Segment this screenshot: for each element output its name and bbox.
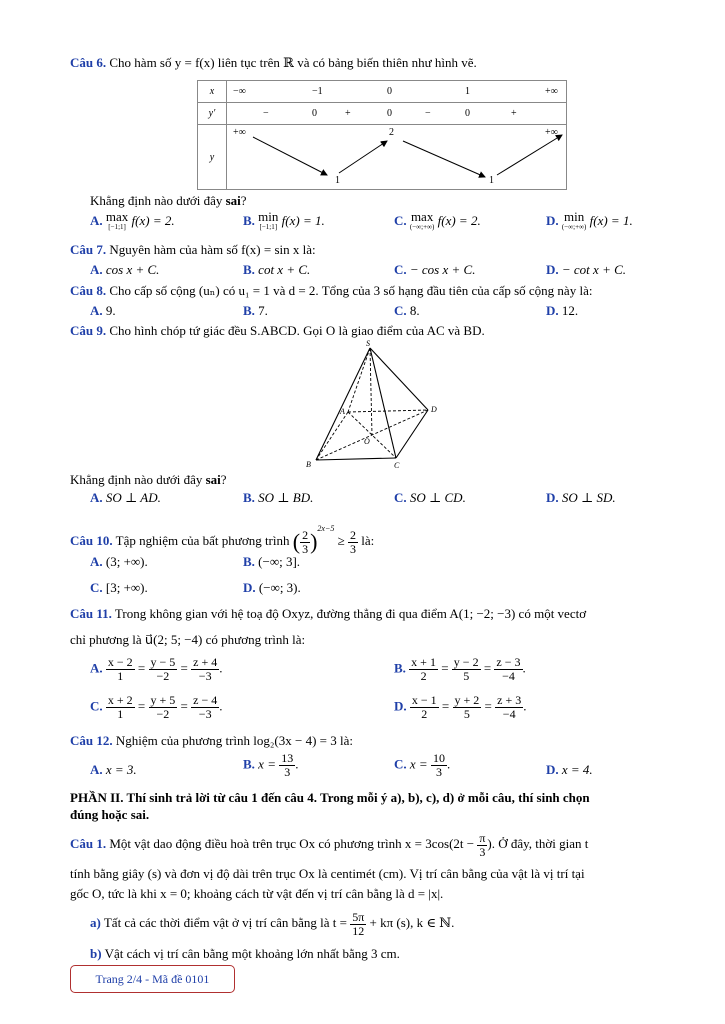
- q12-opt-b-num: 13: [281, 751, 294, 765]
- q6-opt-c-label: C.: [394, 212, 407, 228]
- vt-x-neg-inf: −∞: [233, 86, 246, 97]
- q7-opt-a-label: A.: [90, 262, 103, 277]
- q10-opt-c-label: C.: [90, 580, 103, 595]
- edge-SC: [370, 348, 396, 458]
- q11-option-b[interactable]: B. $\frac{x + 1}{2}$ = $\frac{y - 2}{5}$ = $\frac{z - 3}{-4}$ .: [394, 655, 526, 683]
- label-A: A: [340, 407, 345, 416]
- q11-a-f2-den: −2: [156, 669, 170, 683]
- q11-label: Câu 11.: [70, 606, 112, 621]
- vt-x-1: 1: [465, 86, 470, 97]
- pyramid-figure: [300, 338, 450, 468]
- vt-yp-zero3: 0: [465, 108, 470, 119]
- q8-option-d[interactable]: [546, 303, 578, 319]
- height-SO: [370, 348, 372, 435]
- p2q1-stem-line1: [70, 826, 588, 862]
- vt-arrow-down1: [253, 137, 327, 175]
- q12-text: Nghiệm của phương trình log₂(3x − 4) = 3 là:: [115, 733, 353, 748]
- q9-option-d[interactable]: [546, 490, 616, 506]
- p2q1-line3: gốc O, tức là khi x = 0; khoảng cách từ vật đến vị trí cân bằng là d = |x|.: [70, 886, 444, 901]
- vt-yp-sign4: +: [511, 108, 517, 119]
- q11-stem-line1: [70, 606, 586, 622]
- q8-label: Câu 8.: [70, 283, 107, 298]
- q6-option-b[interactable]: [243, 209, 325, 232]
- vt-yp-sign1: −: [263, 108, 269, 119]
- q9-opt-d-label: D.: [546, 490, 559, 505]
- vt-yp-sign3: −: [425, 108, 431, 119]
- q7-opt-a-text: cos x + C.: [105, 262, 160, 277]
- q12-opt-c-pre: x =: [409, 756, 428, 772]
- vt-y-min1: 1: [335, 175, 340, 186]
- q6-prompt-a: Khẳng định nào dưới đây: [90, 193, 226, 208]
- q7-option-b[interactable]: [243, 262, 310, 278]
- q11-c-f3-den: −3: [198, 707, 212, 721]
- q6-opt-a-rest: f(x) = 2.: [131, 212, 175, 228]
- p2q1-b-label: b): [90, 946, 102, 961]
- q9-prompt-c: ?: [220, 472, 227, 487]
- q11-b-f1-den: 2: [420, 669, 427, 683]
- q7-opt-d-text: − cot x + C.: [561, 262, 627, 277]
- part2-line1: PHẦN II. Thí sinh trả lời từ câu 1 đến câu 4. Trong mỗi ý a), b), c), d) ở mỗi câu, thí sinh chọn: [70, 790, 590, 805]
- q9-option-c[interactable]: [394, 490, 466, 506]
- p2q1-a-den: 12: [352, 923, 365, 938]
- q7-text: Nguyên hàm của hàm số f(x) = sin x là:: [109, 242, 316, 257]
- q8-opt-c-text: 8.: [409, 303, 420, 318]
- label-B: B: [306, 460, 311, 468]
- p2q1-line1-b: ). Ở đây, thời gian t: [487, 836, 589, 851]
- q10-base-den: 3: [302, 541, 309, 556]
- q11-b-f2-den: 5: [463, 669, 470, 683]
- q10-text: Tập nghiệm của bất phương trình: [115, 533, 290, 548]
- q8-stem: [70, 283, 592, 299]
- q12-opt-c-num: 10: [432, 751, 445, 765]
- q9-stem: [70, 323, 485, 339]
- p2q1-statement-a[interactable]: [90, 906, 454, 940]
- q11-a-f3-den: −3: [198, 669, 212, 683]
- q7-option-c[interactable]: [394, 262, 475, 278]
- label-O: O: [364, 437, 370, 446]
- q7-opt-c-text: − cos x + C.: [409, 262, 476, 277]
- q9-option-b[interactable]: [243, 490, 313, 506]
- q11-c-f1-num: x + 2: [107, 693, 133, 707]
- q7-label: Câu 7.: [70, 242, 107, 257]
- q9-opt-a-label: A.: [90, 490, 103, 505]
- part2-heading-line2: [70, 807, 149, 823]
- q11-stem-line2: [70, 632, 305, 648]
- q9-prompt-a: Khẳng định nào dưới đây: [70, 472, 206, 487]
- q8-text: Cho cấp số cộng (uₙ) có u₁ = 1 và d = 2. Tổng của 3 số hạng đầu tiên của cấp số cộng này là:: [109, 283, 593, 298]
- p2q1-line1-a: Một vật dao động điều hoà trên trục Ox có phương trình x = 3cos(2t −: [109, 836, 475, 851]
- q9-prompt-b: sai: [205, 472, 221, 487]
- q12-option-d[interactable]: [546, 762, 593, 778]
- q10-opt-b-text: (−∞; 3].: [258, 554, 301, 569]
- q11-option-d[interactable]: D. $\frac{x - 1}{2}$ = $\frac{y + 2}{5}$ = $\frac{z + 3}{-4}$ .: [394, 693, 527, 721]
- vt-y-label: y: [209, 151, 215, 163]
- q7-stem: [70, 242, 316, 258]
- edge-SB: [316, 348, 370, 460]
- p2q1-a-label: a): [90, 915, 101, 930]
- q8-opt-b-label: B.: [243, 303, 255, 318]
- p2q1-pi-den: 3: [479, 844, 486, 859]
- q10-base-num: 2: [302, 527, 309, 542]
- q11-b-f3-num: z − 3: [496, 655, 521, 669]
- q8-opt-b-text: 7.: [258, 303, 268, 318]
- q11-d-f3-den: −4: [502, 707, 516, 721]
- q6-opt-d-op: min: [564, 209, 585, 224]
- q6-opt-b-sub: [−1;1]: [259, 223, 278, 231]
- p2q1-pi-num: π: [479, 830, 486, 845]
- q12-opt-d-label: D.: [546, 762, 559, 777]
- q11-d-f1-num: x − 1: [411, 693, 437, 707]
- q11-c-f3-num: z − 4: [193, 693, 218, 707]
- q6-prompt: [90, 193, 247, 209]
- part2-line2: đúng hoặc sai.: [70, 807, 150, 822]
- q6-opt-a-sub: [−1;1]: [108, 223, 126, 231]
- q11-b-f3-den: −4: [502, 669, 515, 683]
- label-S: S: [366, 339, 370, 348]
- q7-opt-d-label: D.: [546, 262, 559, 277]
- q11-c-f1-den: 1: [117, 707, 124, 721]
- q10-rhs-num: 2: [350, 527, 356, 542]
- q9-opt-b-text: SO ⊥ BD.: [258, 490, 314, 505]
- p2q1-a-tail: + kπ (s), k ∈ ℕ.: [369, 915, 455, 930]
- q8-option-c[interactable]: [394, 303, 420, 319]
- part2-heading-line1: [70, 790, 590, 806]
- q6-opt-a-label: A.: [90, 212, 103, 228]
- q6-stem: [70, 55, 477, 71]
- p2q1-statement-b[interactable]: [90, 946, 400, 962]
- q10-opt-c-text: [3; +∞).: [105, 580, 148, 595]
- q12-opt-b-den: 3: [284, 765, 291, 779]
- q11-a-f3-num: z + 4: [193, 655, 218, 669]
- q12-option-b[interactable]: B. x = $\frac{13}{3}$ .: [243, 751, 299, 779]
- q6-prompt-b: sai: [225, 193, 241, 208]
- q11-a-f1-num: x − 2: [107, 655, 133, 669]
- p2q1-b-text: Vật cách vị trí cân bằng một khoảng lớn nhất bằng 3 cm.: [104, 946, 400, 961]
- q6-opt-b-rest: f(x) = 1.: [281, 212, 325, 228]
- vt-yp-zero2: 0: [387, 108, 392, 119]
- q9-option-a[interactable]: [90, 490, 161, 506]
- vt-y-neg-inf-val: +∞: [233, 127, 246, 138]
- q11-c-f2-num: y + 5: [150, 693, 176, 707]
- q12-opt-b-label: B.: [243, 756, 255, 772]
- q12-opt-b-pre: x =: [258, 756, 276, 772]
- p2q1-stem-line3: [70, 886, 443, 902]
- q10-option-c[interactable]: [90, 580, 148, 596]
- q11-d-f2-den: 5: [463, 707, 470, 721]
- q12-option-c[interactable]: C. x = $\frac{10}{3}$ .: [394, 751, 451, 779]
- q10-stem: Câu 10. Tập nghiệm của bất phương trình ( $\frac{2}{3}$ )$^{2x-5}$ ≥ $\frac{2}{3}$ là:: [70, 524, 375, 556]
- q6-label: Câu 6.: [70, 55, 107, 70]
- q10-option-a[interactable]: [90, 554, 148, 570]
- q11-option-c[interactable]: C. $\frac{x + 2}{1}$ = $\frac{y + 5}{-2}$ = $\frac{z - 4}{-3}$ .: [90, 693, 223, 721]
- q9-prompt: [70, 472, 227, 488]
- q12-opt-c-den: 3: [435, 765, 442, 779]
- q12-opt-a-label: A.: [90, 762, 103, 777]
- q11-b-f1-num: x + 1: [411, 655, 436, 669]
- q11-a-f1-den: 1: [117, 669, 124, 683]
- q11-d-f1-den: 2: [421, 707, 428, 721]
- q6-option-a[interactable]: [90, 209, 175, 232]
- q7-opt-c-label: C.: [394, 262, 407, 277]
- q11-d-f3-num: z + 3: [497, 693, 522, 707]
- q6-text: Cho hàm số y = f(x) liên tục trên ℝ và có bảng biến thiên như hình vẽ.: [109, 55, 477, 70]
- vt-arrow-down2: [403, 141, 485, 177]
- page-footer: Trang 2/4 - Mã đề 0101: [70, 965, 235, 993]
- q11-option-a[interactable]: A. $\frac{x - 2}{1}$ = $\frac{y - 5}{-2}$ = $\frac{z + 4}{-3}$ .: [90, 655, 223, 683]
- q12-opt-c-label: C.: [394, 756, 407, 772]
- p2q1-line2: tính bằng giây (s) và đơn vị độ dài trên trục Ox là centimét (cm). Vị trí cân bằng của vật là vị trí tại: [70, 866, 585, 881]
- q9-opt-d-text: SO ⊥ SD.: [561, 490, 616, 505]
- vt-x-pos-inf: +∞: [545, 86, 558, 97]
- vt-arrow-up2: [497, 135, 562, 175]
- q10-opt-a-label: A.: [90, 554, 103, 569]
- q8-opt-d-text: 12.: [561, 303, 579, 318]
- q7-opt-b-label: B.: [243, 262, 255, 277]
- edge-AD: [348, 410, 428, 412]
- q10-rhs-den: 3: [350, 541, 356, 556]
- edge-SD: [370, 348, 428, 410]
- q12-opt-a-text: x = 3.: [105, 762, 137, 777]
- vt-y-max: 2: [389, 127, 394, 138]
- vt-y-pos-inf-val: +∞: [545, 127, 558, 138]
- q10-opt-d-text: (−∞; 3).: [258, 580, 301, 595]
- vt-arrow-up1: [339, 141, 387, 173]
- p2q1-a-text: Tất cả các thời điểm vật ở vị trí cân bằng là t =: [103, 915, 347, 930]
- q7-option-d[interactable]: [546, 262, 626, 278]
- q6-opt-d-sub: (−∞;+∞): [561, 223, 587, 231]
- q6-opt-a-op: max: [105, 209, 129, 224]
- label-D: D: [431, 405, 437, 414]
- q8-opt-a-label: A.: [90, 303, 103, 318]
- q6-option-d[interactable]: [546, 209, 633, 232]
- q8-opt-c-label: C.: [394, 303, 407, 318]
- variation-table: [197, 80, 567, 190]
- q11-a-f2-num: y − 5: [150, 655, 176, 669]
- q8-opt-a-text: 9.: [105, 303, 116, 318]
- q6-opt-c-op: max: [410, 209, 434, 224]
- q6-opt-b-label: B.: [243, 212, 255, 228]
- q8-option-b[interactable]: [243, 303, 268, 319]
- q7-opt-b-text: cot x + C.: [258, 262, 311, 277]
- p2q1-label: Câu 1.: [70, 836, 107, 851]
- q12-stem: [70, 733, 353, 749]
- q10-option-d[interactable]: [243, 580, 301, 596]
- p2q1-a-num: 5π: [352, 909, 365, 924]
- q6-opt-d-rest: f(x) = 1.: [589, 212, 633, 228]
- q11-line2: chỉ phương là u⃗(2; 5; −4) có phương trình là:: [70, 632, 306, 647]
- vt-x-m1: −1: [312, 86, 323, 97]
- q9-label: Câu 9.: [70, 323, 107, 338]
- q6-option-c[interactable]: [394, 209, 481, 232]
- label-C: C: [394, 461, 400, 468]
- q10-tail: là:: [361, 533, 375, 548]
- vt-y-min2: 1: [489, 175, 494, 186]
- p2q1-stem-line2: [70, 866, 585, 882]
- q12-option-a[interactable]: [90, 762, 137, 778]
- q6-opt-d-label: D.: [546, 212, 559, 228]
- q10-opt-d-label: D.: [243, 580, 256, 595]
- q8-opt-d-label: D.: [546, 303, 559, 318]
- q10-label: Câu 10.: [70, 533, 113, 548]
- q11-b-f2-num: y − 2: [453, 655, 479, 669]
- q9-opt-b-label: B.: [243, 490, 255, 505]
- q9-opt-c-text: SO ⊥ CD.: [409, 490, 466, 505]
- vt-arrows: [227, 125, 567, 190]
- vt-yp-sign2: +: [345, 108, 351, 119]
- vt-x-0: 0: [387, 86, 392, 97]
- q9-opt-a-text: SO ⊥ AD.: [105, 490, 161, 505]
- q6-opt-b-op: min: [258, 209, 279, 224]
- q6-opt-c-sub: (−∞;+∞): [409, 223, 435, 231]
- q6-opt-c-rest: f(x) = 2.: [437, 212, 481, 228]
- q12-opt-d-text: x = 4.: [561, 762, 593, 777]
- q11-opt-d-label: D.: [394, 698, 407, 714]
- edge-BC: [316, 458, 396, 460]
- q10-opt-a-text: (3; +∞).: [105, 554, 148, 569]
- q9-text: Cho hình chóp tứ giác đều S.ABCD. Gọi O là giao điểm của AC và BD.: [109, 323, 485, 338]
- q10-option-b[interactable]: [243, 554, 300, 570]
- q11-opt-a-label: A.: [90, 660, 103, 676]
- q11-opt-b-label: B.: [394, 660, 406, 676]
- q10-exponent: 2x−5: [317, 524, 335, 533]
- edge-SA: [348, 348, 370, 412]
- q6-prompt-c: ?: [240, 193, 247, 208]
- q7-option-a[interactable]: [90, 262, 159, 278]
- vt-x-label: x: [209, 86, 215, 97]
- q11-line1: Trong không gian với hệ toạ độ Oxyz, đường thẳng đi qua điểm A(1; −2; −3) có một vectơ: [114, 606, 587, 621]
- q11-d-f2-num: y + 2: [454, 693, 480, 707]
- q11-opt-c-label: C.: [90, 698, 103, 714]
- q11-c-f2-den: −2: [156, 707, 170, 721]
- vt-yp-label: y′: [208, 108, 216, 119]
- q9-opt-c-label: C.: [394, 490, 407, 505]
- q10-opt-b-label: B.: [243, 554, 255, 569]
- q8-option-a[interactable]: [90, 303, 116, 319]
- q12-label: Câu 12.: [70, 733, 113, 748]
- vt-yp-zero1: 0: [312, 108, 317, 119]
